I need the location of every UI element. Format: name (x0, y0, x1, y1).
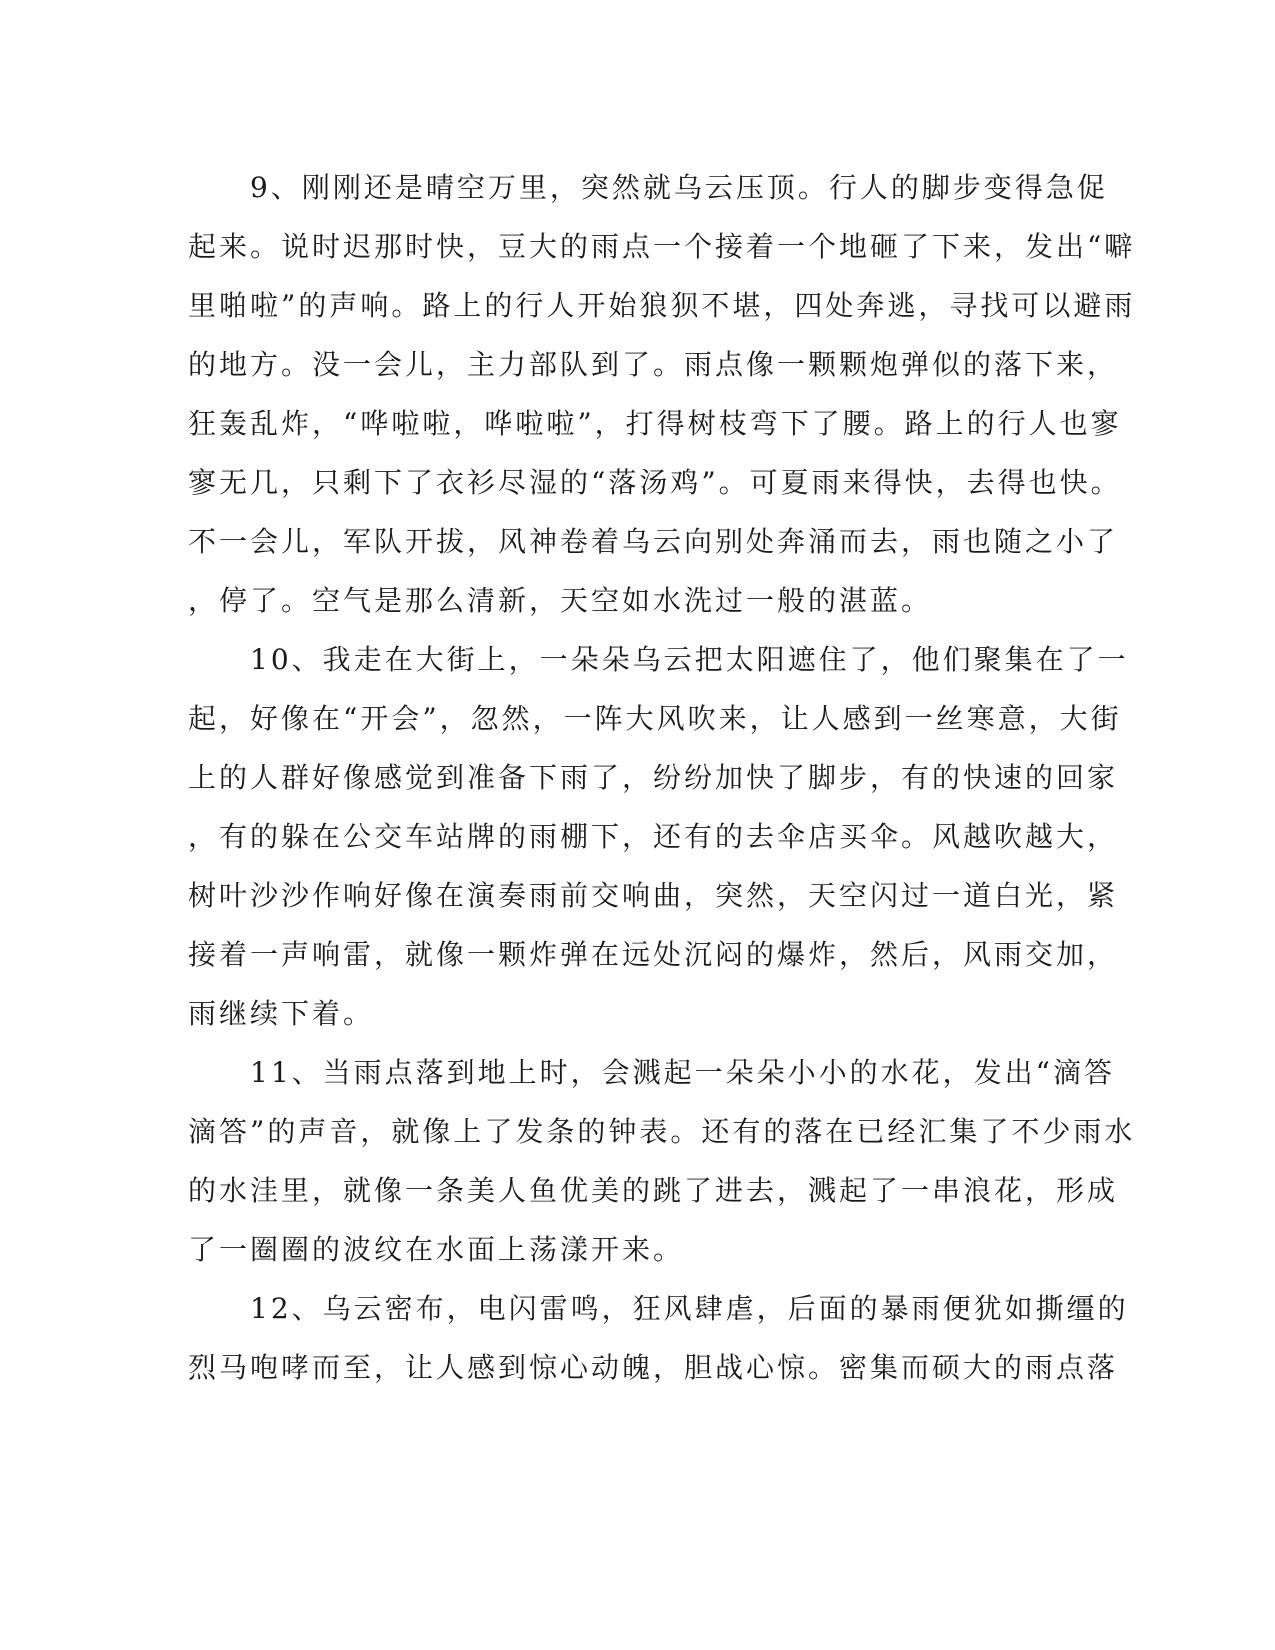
text-line: 烈马咆哮而至，让人感到惊心动魄，胆战心惊。密集而硕大的雨点落 (188, 1351, 1119, 1384)
text-line: 11、当雨点落到地上时，会溅起一朵朵小小的水花，发出“滴答 (188, 1056, 1115, 1089)
text-line: 10、我走在大街上，一朵朵乌云把太阳遮住了，他们聚集在了一 (188, 643, 1129, 676)
text-line: 的水洼里，就像一条美人鱼优美的跳了进去，溅起了一串浪花，形成 (188, 1174, 1119, 1207)
text-line: 起来。说时迟那时快，豆大的雨点一个接着一个地砸了下来，发出“噼 (188, 230, 1136, 263)
text-line: 狂轰乱炸，“哗啦啦，哗啦啦”，打得树枝弯下了腰。路上的行人也寥 (188, 407, 1122, 440)
text-line: ，有的躲在公交车站牌的雨棚下，还有的去伞店买伞。风越吹越大， (188, 820, 1119, 853)
text-line: 12、乌云密布，电闪雷鸣，狂风肆虐，后面的暴雨便犹如撕缰的 (188, 1292, 1129, 1325)
text-line: ，停了。空气是那么清新，天空如水洗过一般的湛蓝。 (188, 584, 933, 617)
text-line: 树叶沙沙作响好像在演奏雨前交响曲，突然，天空闪过一道白光，紧 (188, 879, 1119, 912)
text-line: 滴答”的声音，就像上了发条的钟表。还有的落在已经汇集了不少雨水 (188, 1115, 1136, 1148)
text-line: 起，好像在“开会”，忽然，一阵大风吹来，让人感到一丝寒意，大街 (188, 702, 1122, 735)
text-line: 接着一声响雷，就像一颗炸弹在远处沉闷的爆炸，然后，风雨交加， (188, 938, 1119, 971)
text-line: 不一会儿，军队开拔，风神卷着乌云向别处奔涌而去，雨也随之小了 (188, 525, 1119, 558)
text-line: 了一圈圈的波纹在水面上荡漾开来。 (188, 1233, 685, 1266)
body-text (188, 158, 1136, 1397)
text-line: 的地方。没一会儿，主力部队到了。雨点像一颗颗炮弹似的落下来， (188, 348, 1119, 381)
text-line: 里啪啦”的声响。路上的行人开始狼狈不堪，四处奔逃，寻找可以避雨 (188, 289, 1136, 322)
text-line: 上的人群好像感觉到准备下雨了，纷纷加快了脚步，有的快速的回家 (188, 761, 1119, 794)
text-line: 雨继续下着。 (188, 997, 375, 1030)
text-line: 9、刚刚还是晴空万里，突然就乌云压顶。行人的脚步变得急促 (188, 171, 1108, 204)
text-line: 寥无几，只剩下了衣衫尽湿的“落汤鸡”。可夏雨来得快，去得也快。 (188, 466, 1122, 499)
